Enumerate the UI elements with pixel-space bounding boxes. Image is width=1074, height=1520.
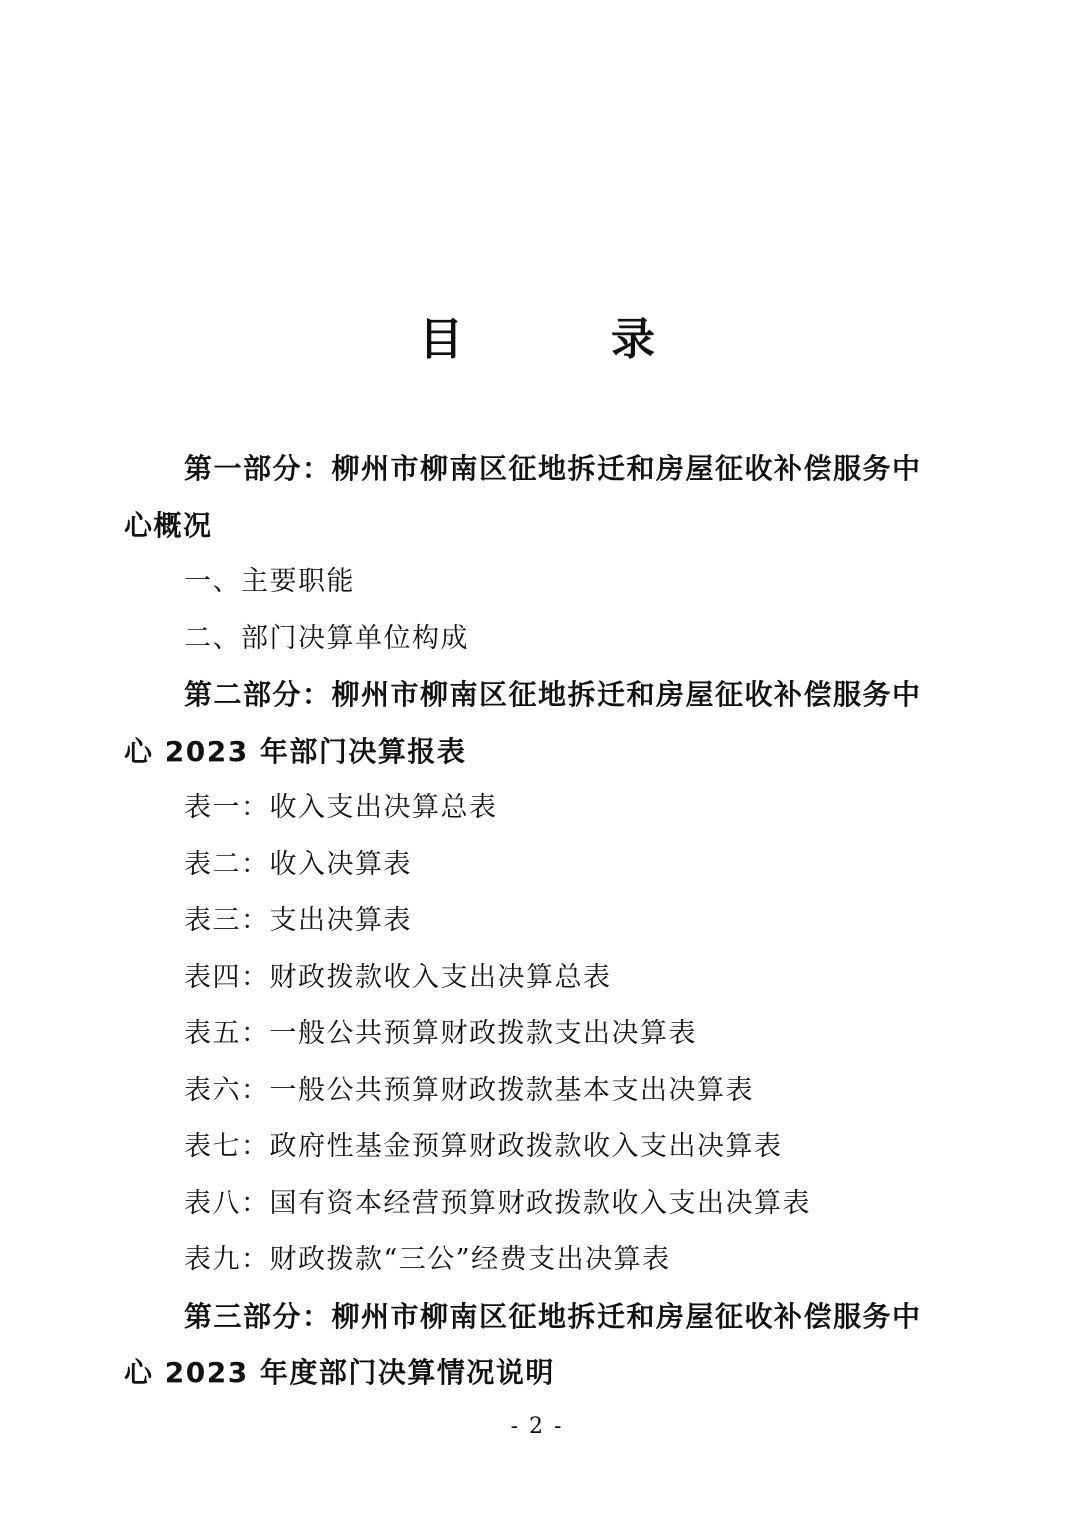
toc-item: 表一：收入支出决算总表 xyxy=(184,792,498,823)
toc-part1-heading xyxy=(124,441,924,554)
toc-item: 二、部门决算单位构成 xyxy=(184,622,469,654)
toc-item: 表七：政府性基金预算财政拨款收入支出决算表 xyxy=(184,1131,783,1162)
toc-part1-line1: 第一部分：柳州市柳南区征地拆迁和房屋征收补偿服务中 xyxy=(184,452,922,485)
toc-item: 表三：支出决算表 xyxy=(184,905,412,936)
toc-item: 表五：一般公共预算财政拨款支出决算表 xyxy=(184,1018,697,1049)
toc-item: 表八：国有资本经营预算财政拨款收入支出决算表 xyxy=(184,1187,811,1219)
toc-part2-line1: 第二部分：柳州市柳南区征地拆迁和房屋征收补偿服务中 xyxy=(184,678,922,711)
toc-item: 一、主要职能 xyxy=(184,566,355,597)
page-title: 目 录 xyxy=(419,314,707,365)
toc-part2-heading xyxy=(124,667,924,780)
toc-part3-line2: 心 2023 年度部门决算情况说明 xyxy=(124,1356,555,1389)
toc-item: 表九：财政拨款“三公”经费支出决算表 xyxy=(184,1244,671,1275)
toc-item: 表六：一般公共预算财政拨款基本支出决算表 xyxy=(184,1074,754,1106)
toc-item: 表四：财政拨款收入支出决算总表 xyxy=(184,961,612,993)
toc-part3-line1: 第三部分：柳州市柳南区征地拆迁和房屋征收补偿服务中 xyxy=(184,1299,922,1333)
page-number: - 2 - xyxy=(510,1414,564,1439)
table-of-contents xyxy=(124,441,924,1402)
toc-item: 表二：收入决算表 xyxy=(184,848,412,880)
toc-part2-line2: 心 2023 年部门决算报表 xyxy=(124,734,467,768)
toc-part1-line2: 心概况 xyxy=(124,508,213,542)
toc-part3-heading xyxy=(124,1289,924,1402)
